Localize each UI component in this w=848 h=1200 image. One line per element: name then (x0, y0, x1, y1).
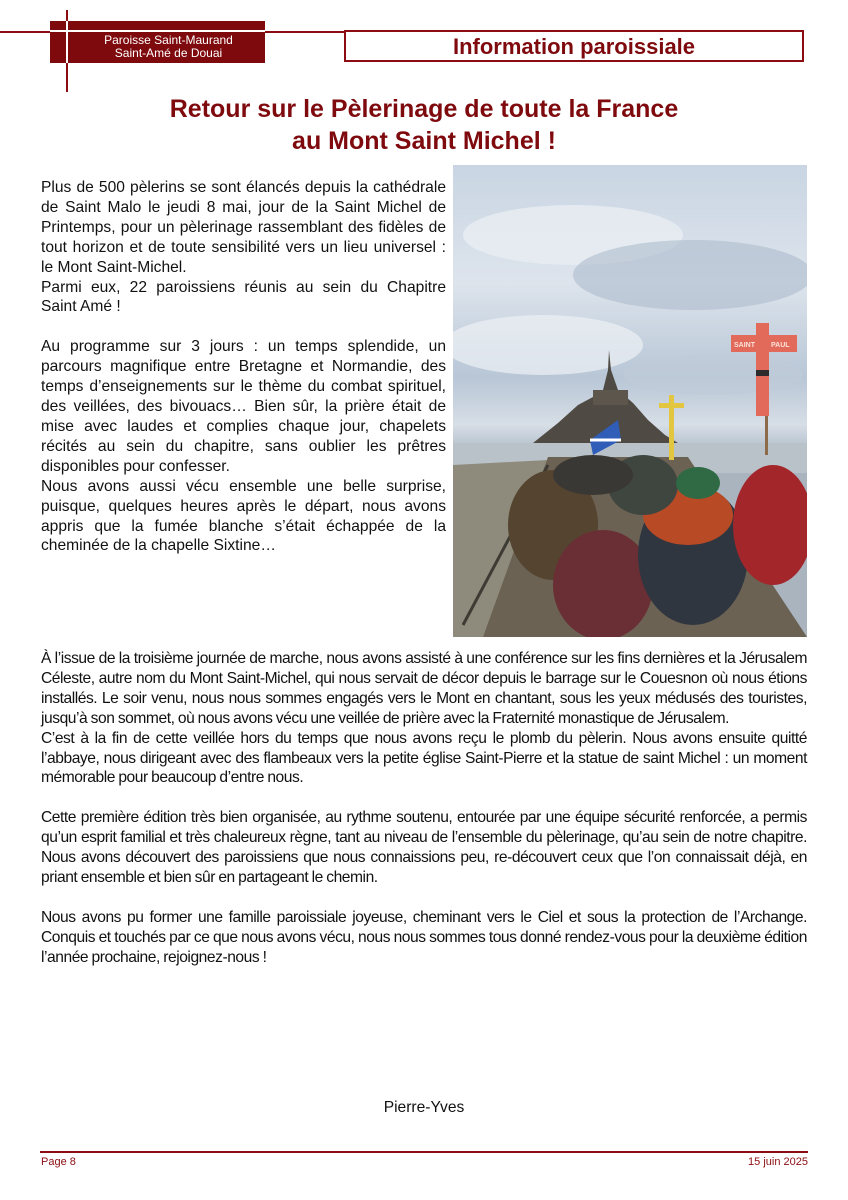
paragraph: À l’issue de la troisième journée de marche, nous avons assisté à une conférence sur les fins dernières et la Jérusalem Céleste, autre nom du Mont Saint-Michel, qui nous servait de décor depuis le barrage sur le Couesnon où nous étions installés. Le soir venu, nous nous sommes engagés vers le Mont en chantant, sous les yeux médusés des touristes, jusqu’à son sommet, où nous avons vécu une veillée de prière avec la Fraternité monastique de Jérusalem. (41, 650, 807, 727)
parish-banner (50, 21, 265, 63)
cloud (573, 240, 807, 310)
cloud (453, 315, 643, 375)
paragraph: Nous avons aussi vécu ensemble une belle surprise, puisque, quelques heures après le départ, nous avons appris que la fumée blanche s’était échappée de la cheminée de la chapelle Sixtine… (41, 477, 446, 555)
paragraph: C’est à la fin de cette veillée hors du temps que nous avons reçu le plomb du pèlerin. Nous avons ensuite quitté l’abbaye, nous dirigeant avec des flambeaux vers la petite église Saint-Pierre et la statue de saint Michel : un moment mémorable pour beaucoup d’entre nous. (41, 729, 807, 787)
paragraph: Plus de 500 pèlerins se sont élancés depuis la cathédrale de Saint Malo le jeudi 8 mai, jour de la Saint Michel de Printemps, pour un pèlerinage rassemblant des fidèles de tout horizon et de toute sensibilité vers un lieu universel : le Mont Saint-Michel. (41, 179, 446, 276)
paragraph: Parmi eux, 22 paroissiens réunis au sein du Chapitre Saint Amé ! (41, 278, 446, 316)
cross-pole (765, 415, 768, 455)
photo-illustration (453, 165, 807, 637)
cross-label-left: SAINT (734, 342, 755, 349)
article-title (60, 93, 788, 157)
banner-white-rule (50, 30, 265, 32)
page-number: Page 8 (41, 1156, 76, 1168)
pilgrimage-photo (453, 165, 807, 637)
cross-label-right: PAUL (771, 342, 790, 349)
pilgrim (553, 455, 633, 495)
paragraph: Nous avons pu former une famille paroissiale joyeuse, cheminant vers le Ciel et sous la protection de l’Archange. Conquis et touchés par ce que nous avons vécu, nous nous sommes tous donné rendez-vous pour la deuxième édition l’année prochaine, rejoignez-nous ! (41, 908, 807, 966)
paragraph: Cette première édition très bien organisée, au rythme soutenu, entourée par une équipe sécurité renforcée, a permis qu’un esprit familial et très chaleureux règne, tant au niveau de l’ensemble du pèlerinage, qu’au sein de notre chapitre. Nous avons découvert des paroissiens que nous connaissions peu, re-découvert ceux que l’on connaissait déjà, en priant ensemble et bien sûr en partageant le chemin. (41, 809, 807, 887)
green-cap (676, 467, 720, 499)
cross-vertical-rule-white (66, 21, 68, 63)
paragraph: Au programme sur 3 jours : un temps splendide, un parcours magnifique entre Bretagne et Normandie, des temps d’enseignements sur le thème du combat spirituel, des veillées, des bivouacs… Bien sûr, la prière était de mise avec laudes et complies chaque jour, chapelets récités au sein du chapitre, sans oublier les prêtres disponibles pour confesser. (41, 338, 446, 475)
article-column-text (41, 178, 446, 556)
yellow-cross-arm (659, 403, 684, 408)
abbey (593, 390, 628, 405)
article-title-line-1: Retour sur le Pèlerinage de toute la France (169, 95, 679, 123)
cloud (623, 355, 803, 395)
parish-name: Paroisse Saint-Maurand (104, 33, 233, 47)
publication-date: 15 juin 2025 (748, 1156, 808, 1168)
footer-rule (40, 1151, 808, 1153)
article-title-line-2: au Mont Saint Michel ! (292, 127, 556, 155)
author-signature: Pierre-Yves (383, 1099, 465, 1116)
parish-location: Saint-Amé de Douai (114, 46, 223, 60)
pilgrim (553, 530, 653, 637)
cross-band (756, 370, 769, 376)
section-title: Information paroissiale (344, 30, 804, 62)
article-full-text (41, 649, 807, 968)
